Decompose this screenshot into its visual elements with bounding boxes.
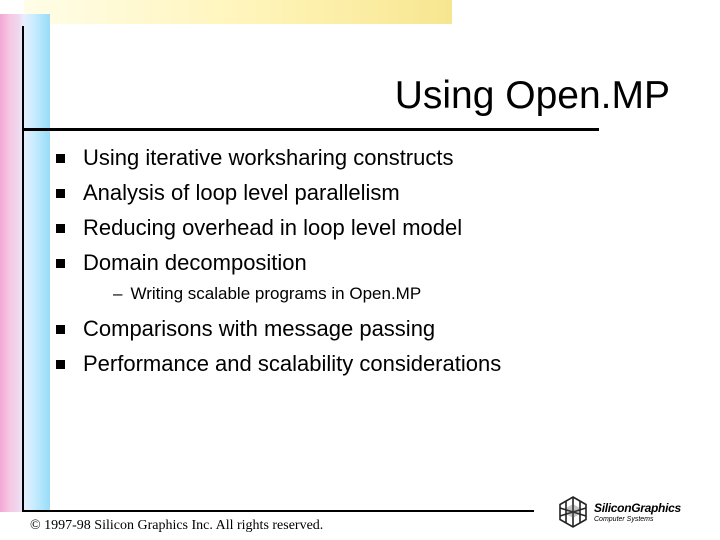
square-bullet-icon (56, 325, 65, 334)
bullet-text: Using iterative worksharing constructs (83, 145, 454, 170)
sub-bullet-text: Writing scalable programs in Open.MP (130, 284, 422, 303)
square-bullet-icon (56, 154, 65, 163)
slide-title: Using Open.MP (394, 74, 670, 117)
sub-bullet-item (52, 280, 501, 308)
logo-wordmark: SiliconGraphics (594, 501, 681, 515)
bullet-item (52, 140, 501, 175)
bullet-text: Domain decomposition (83, 250, 307, 275)
bullet-item (52, 210, 501, 245)
sgi-cube-logo-icon (556, 495, 590, 529)
bullet-item (52, 346, 501, 381)
title-underline (24, 128, 599, 131)
square-bullet-icon (56, 224, 65, 233)
square-bullet-icon (56, 189, 65, 198)
bullet-item (52, 175, 501, 210)
dash-marker: – (113, 284, 123, 303)
top-accent-bar (24, 0, 452, 24)
square-bullet-icon (56, 360, 65, 369)
bullet-item (52, 311, 501, 346)
bullet-text: Comparisons with message passing (83, 316, 436, 341)
bullet-text: Analysis of loop level parallelism (83, 180, 400, 205)
company-logo (556, 495, 706, 531)
bullet-text: Reducing overhead in loop level model (83, 215, 463, 240)
bullet-text: Performance and scalability considerations (83, 351, 502, 376)
logo-tagline: Computer Systems (594, 516, 654, 523)
copyright-footer: © 1997-98 Silicon Graphics Inc. All rights reserved. (30, 518, 324, 533)
left-divider-line (22, 26, 24, 512)
footer-rule (24, 510, 534, 512)
bullet-item (52, 245, 501, 280)
square-bullet-icon (56, 259, 65, 268)
left-accent-bar (0, 14, 50, 512)
bullet-list (52, 140, 501, 381)
